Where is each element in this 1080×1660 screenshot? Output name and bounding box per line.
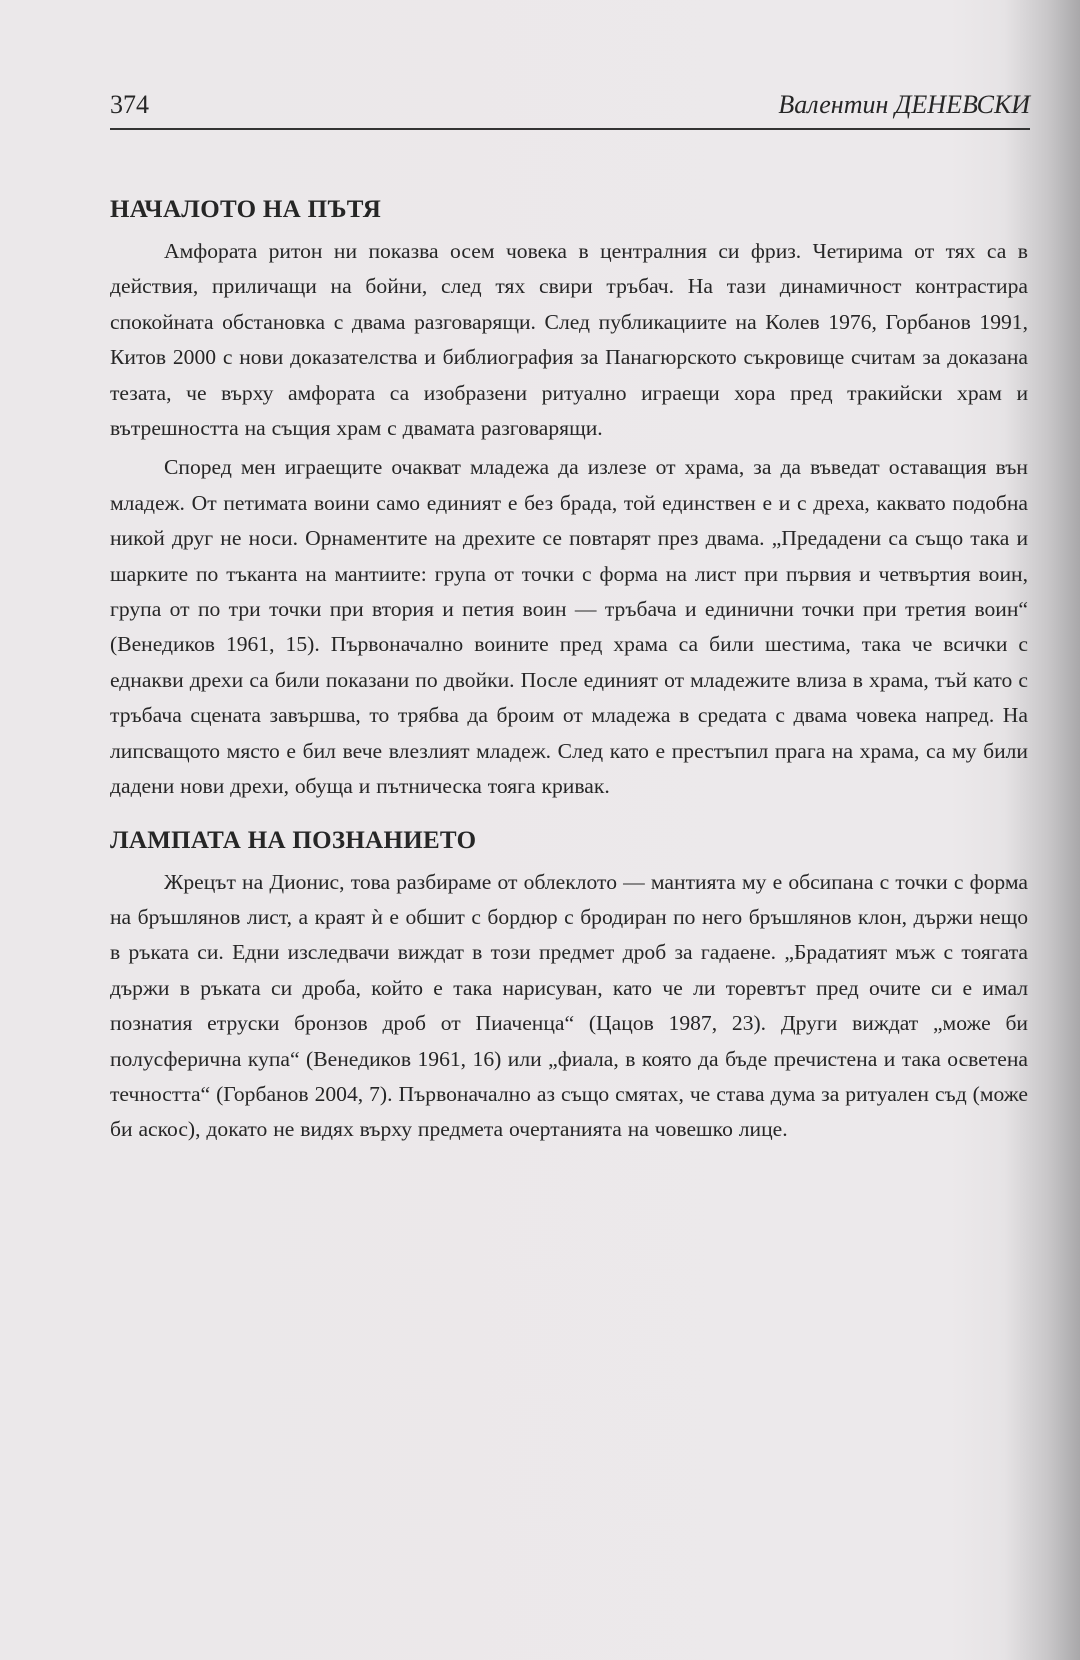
page-header bbox=[110, 84, 1030, 130]
paragraph: Амфората ритон ни показва осем човека в централния си фриз. Четирима от тях са в действия, приличащи на бойни, след тях свири тръбач. На тази динамичност контрастира спокойната обстановка с двама разговарящи. След публикациите на Колев 1976, Горбанов 1991, Китов 2000 с нови доказателства и библиография за Панагюрското съкровище считам за доказана тезата, че върху амфората са изобразени ритуално играещи хора пред тракийски храм и вътрешността на същия храм с двамата разговарящи. bbox=[110, 239, 1028, 441]
page-number: 374 bbox=[110, 90, 149, 119]
running-head-author: Валентин ДЕНЕВСКИ bbox=[778, 90, 1030, 119]
section-heading: НАЧАЛОТО НА ПЪТЯ bbox=[110, 196, 382, 223]
paragraph: Жрецът на Дионис, това разбираме от облеклото — мантията му е обсипана с точки с форма на бръшлянов лист, а краят ѝ е обшит с бордюр с бродиран по него бръшлянов клон, държи нещо в ръката си. Едни изследвачи виждат в този предмет дроб за гадаене. „Брадатият мъж с тоягата държи в ръката си дроба, който е така нарисуван, като че ли торевтът пред очите си е имал познатия етруски бронзов дроб от Пиаченца“ (Цацов 1987, 23). Други виждат „може би полусферична купа“ (Венедиков 1961, 16) или „фиала, в която да бъде пречистена и така осветена течността“ (Горбанов 2004, 7). Първоначално аз също смятах, че става дума за ритуален съд (може би аскос), докато не видях върху предмета очертанията на човешко лице. bbox=[110, 869, 1028, 1142]
paragraph: Според мен играещите очакват младежа да излезе от храма, за да въведат оставащия вън младеж. От петимата воини само единият е без брада, той единствен е и с дреха, каквато подобна никой друг не носи. Орнаментите на дрехите се повтарят през двама. „Предадени са също така и шарките по тъканта на мантиите: група от точки с форма на лист при първия и четвъртия воин, група от по три точки при втория и петия воин — тръбача и единични точки при третия воин“ (Венедиков 1961, 15). Първоначално воините пред храма са били шестима, така че всички с еднакви дрехи са били показани по двойки. После единият от младежите влиза в храма, тъй като с тръбача сцената завършва, то трябва да броим от младежа в средата с двама човека напред. На липсващото място е бил вече влезлият младеж. След като е престъпил прага на храма, са му били дадени нови дрехи, обуща и пътническа тояга кривак. bbox=[110, 455, 1028, 799]
section-heading: ЛАМПАТА НА ПОЗНАНИЕТО bbox=[110, 826, 477, 854]
page-body bbox=[110, 196, 1028, 1148]
